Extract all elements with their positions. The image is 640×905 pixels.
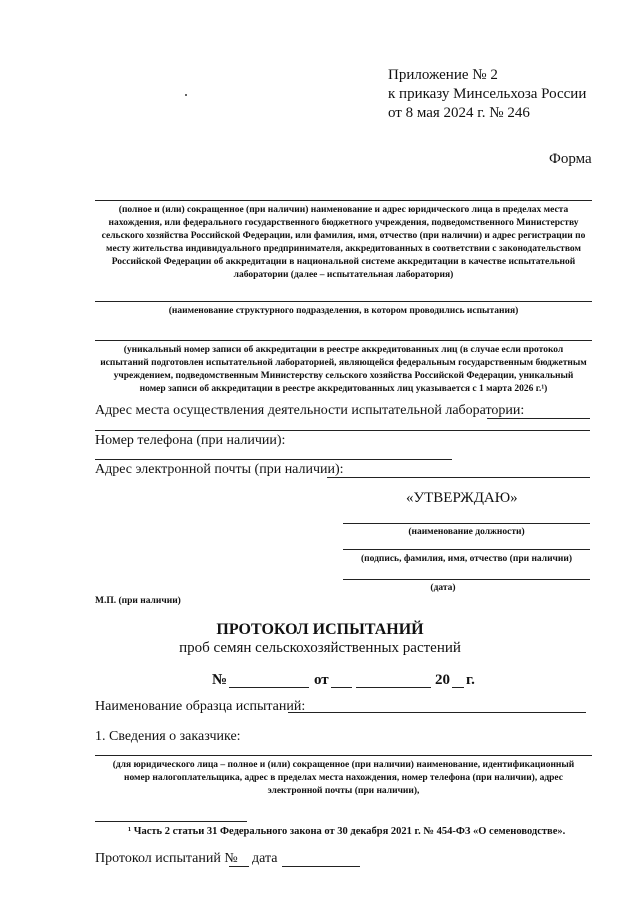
email-label: Адрес электронной почты (при наличии): — [95, 462, 344, 477]
customer-line[interactable] — [95, 755, 592, 756]
protocol-subtitle: проб семян сельскохозяйственных растений — [179, 640, 461, 656]
phone-label: Номер телефона (при наличии): — [95, 433, 286, 448]
protocol-title: ПРОТОКОЛ ИСПЫТАНИЙ — [216, 621, 424, 638]
approve-title: «УТВЕРЖДАЮ» — [406, 490, 518, 506]
footnote-separator — [95, 821, 247, 822]
position-caption: (наименование должности) — [408, 527, 525, 537]
stamp-label: М.П. (при наличии) — [95, 596, 181, 606]
org-caption: (полное и (или) сокращенное (при наличии) наименование и адрес юридического лица в пределах места нахождения, или федерального государственного бюджетного учреждения, подведомственного Министерству сельского хозяйства Российской Федерации, или фамилия, имя, отчество (при наличии) и адрес регистрации по месту жительства индивидуального предпринимателя, аккредитованных в соответствии с законодательством Российской Федерации об аккредитации в национальной системе аккредитации в качестве испытательной лаборатории (далее – испытательная лаборатория) — [101, 205, 586, 280]
sample-name-line[interactable] — [288, 712, 586, 713]
signature-line[interactable] — [343, 549, 590, 550]
protocol-month-line[interactable] — [356, 687, 431, 688]
appendix-number: Приложение № 2 — [388, 67, 498, 83]
protocol-number-line[interactable] — [229, 687, 309, 688]
date-line[interactable] — [343, 579, 590, 580]
protocol-year-prefix: 20 — [435, 672, 450, 688]
accreditation-caption: (уникальный номер записи об аккредитации в реестре аккредитованных лиц (в случае если протокол испытаний подготовлен испытательной лабораторией, являющейся федеральным государственным бюджетным учреждением, подведомственным Министерству сельского хозяйства Российской Федерации, уникальный номер записи об аккредитации в реестре аккредитованных лиц указывается с 1 марта 2026 г.¹) — [100, 345, 587, 394]
form-label: Форма — [549, 151, 592, 167]
footer-date-line[interactable] — [282, 866, 360, 867]
protocol-from-label: от — [314, 672, 329, 688]
signature-caption: (подпись, фамилия, имя, отчество (при наличии) — [360, 554, 573, 564]
phone-field-line[interactable] — [95, 459, 452, 460]
email-field-line[interactable] — [327, 477, 590, 478]
order-reference: к приказу Минсельхоза России — [388, 86, 587, 102]
customer-caption: (для юридического лица – полное и (или) сокращенное (при наличии) наименование, идентификационный номер налогоплательщика, адрес в пределах места нахождения, номер телефона (при наличии), адрес электронной почты (при наличии), — [112, 760, 575, 796]
date-caption: (дата) — [430, 583, 456, 593]
appendix-header — [388, 66, 586, 123]
customer-heading: 1. Сведения о заказчике: — [95, 729, 241, 744]
division-line — [95, 301, 592, 302]
org-line — [95, 200, 592, 201]
footer-protocol-label: Протокол испытаний № — [95, 851, 238, 866]
footer-number-line[interactable] — [229, 866, 249, 867]
division-caption: (наименование структурного подразделения, в котором проводились испытания) — [168, 306, 519, 316]
protocol-number-label: № — [212, 672, 228, 688]
accreditation-line — [95, 340, 592, 341]
address-field-line-2[interactable] — [95, 430, 590, 431]
protocol-year-line[interactable] — [452, 687, 464, 688]
footer-date-label: дата — [252, 851, 278, 866]
protocol-year-suffix: г. — [466, 672, 475, 688]
position-line[interactable] — [343, 523, 590, 524]
protocol-day-line[interactable] — [331, 687, 352, 688]
address-label: Адрес места осуществления деятельности испытательной лаборатории: — [95, 403, 525, 418]
scan-dot — [185, 94, 187, 96]
sample-name-label: Наименование образца испытаний: — [95, 699, 306, 714]
address-field-line[interactable] — [487, 418, 590, 419]
footnote-text: ¹ Часть 2 статьи 31 Федерального закона от 30 декабря 2021 г. № 454-ФЗ «О семеноводстве». — [128, 826, 566, 837]
order-date: от 8 мая 2024 г. № 246 — [388, 105, 530, 121]
